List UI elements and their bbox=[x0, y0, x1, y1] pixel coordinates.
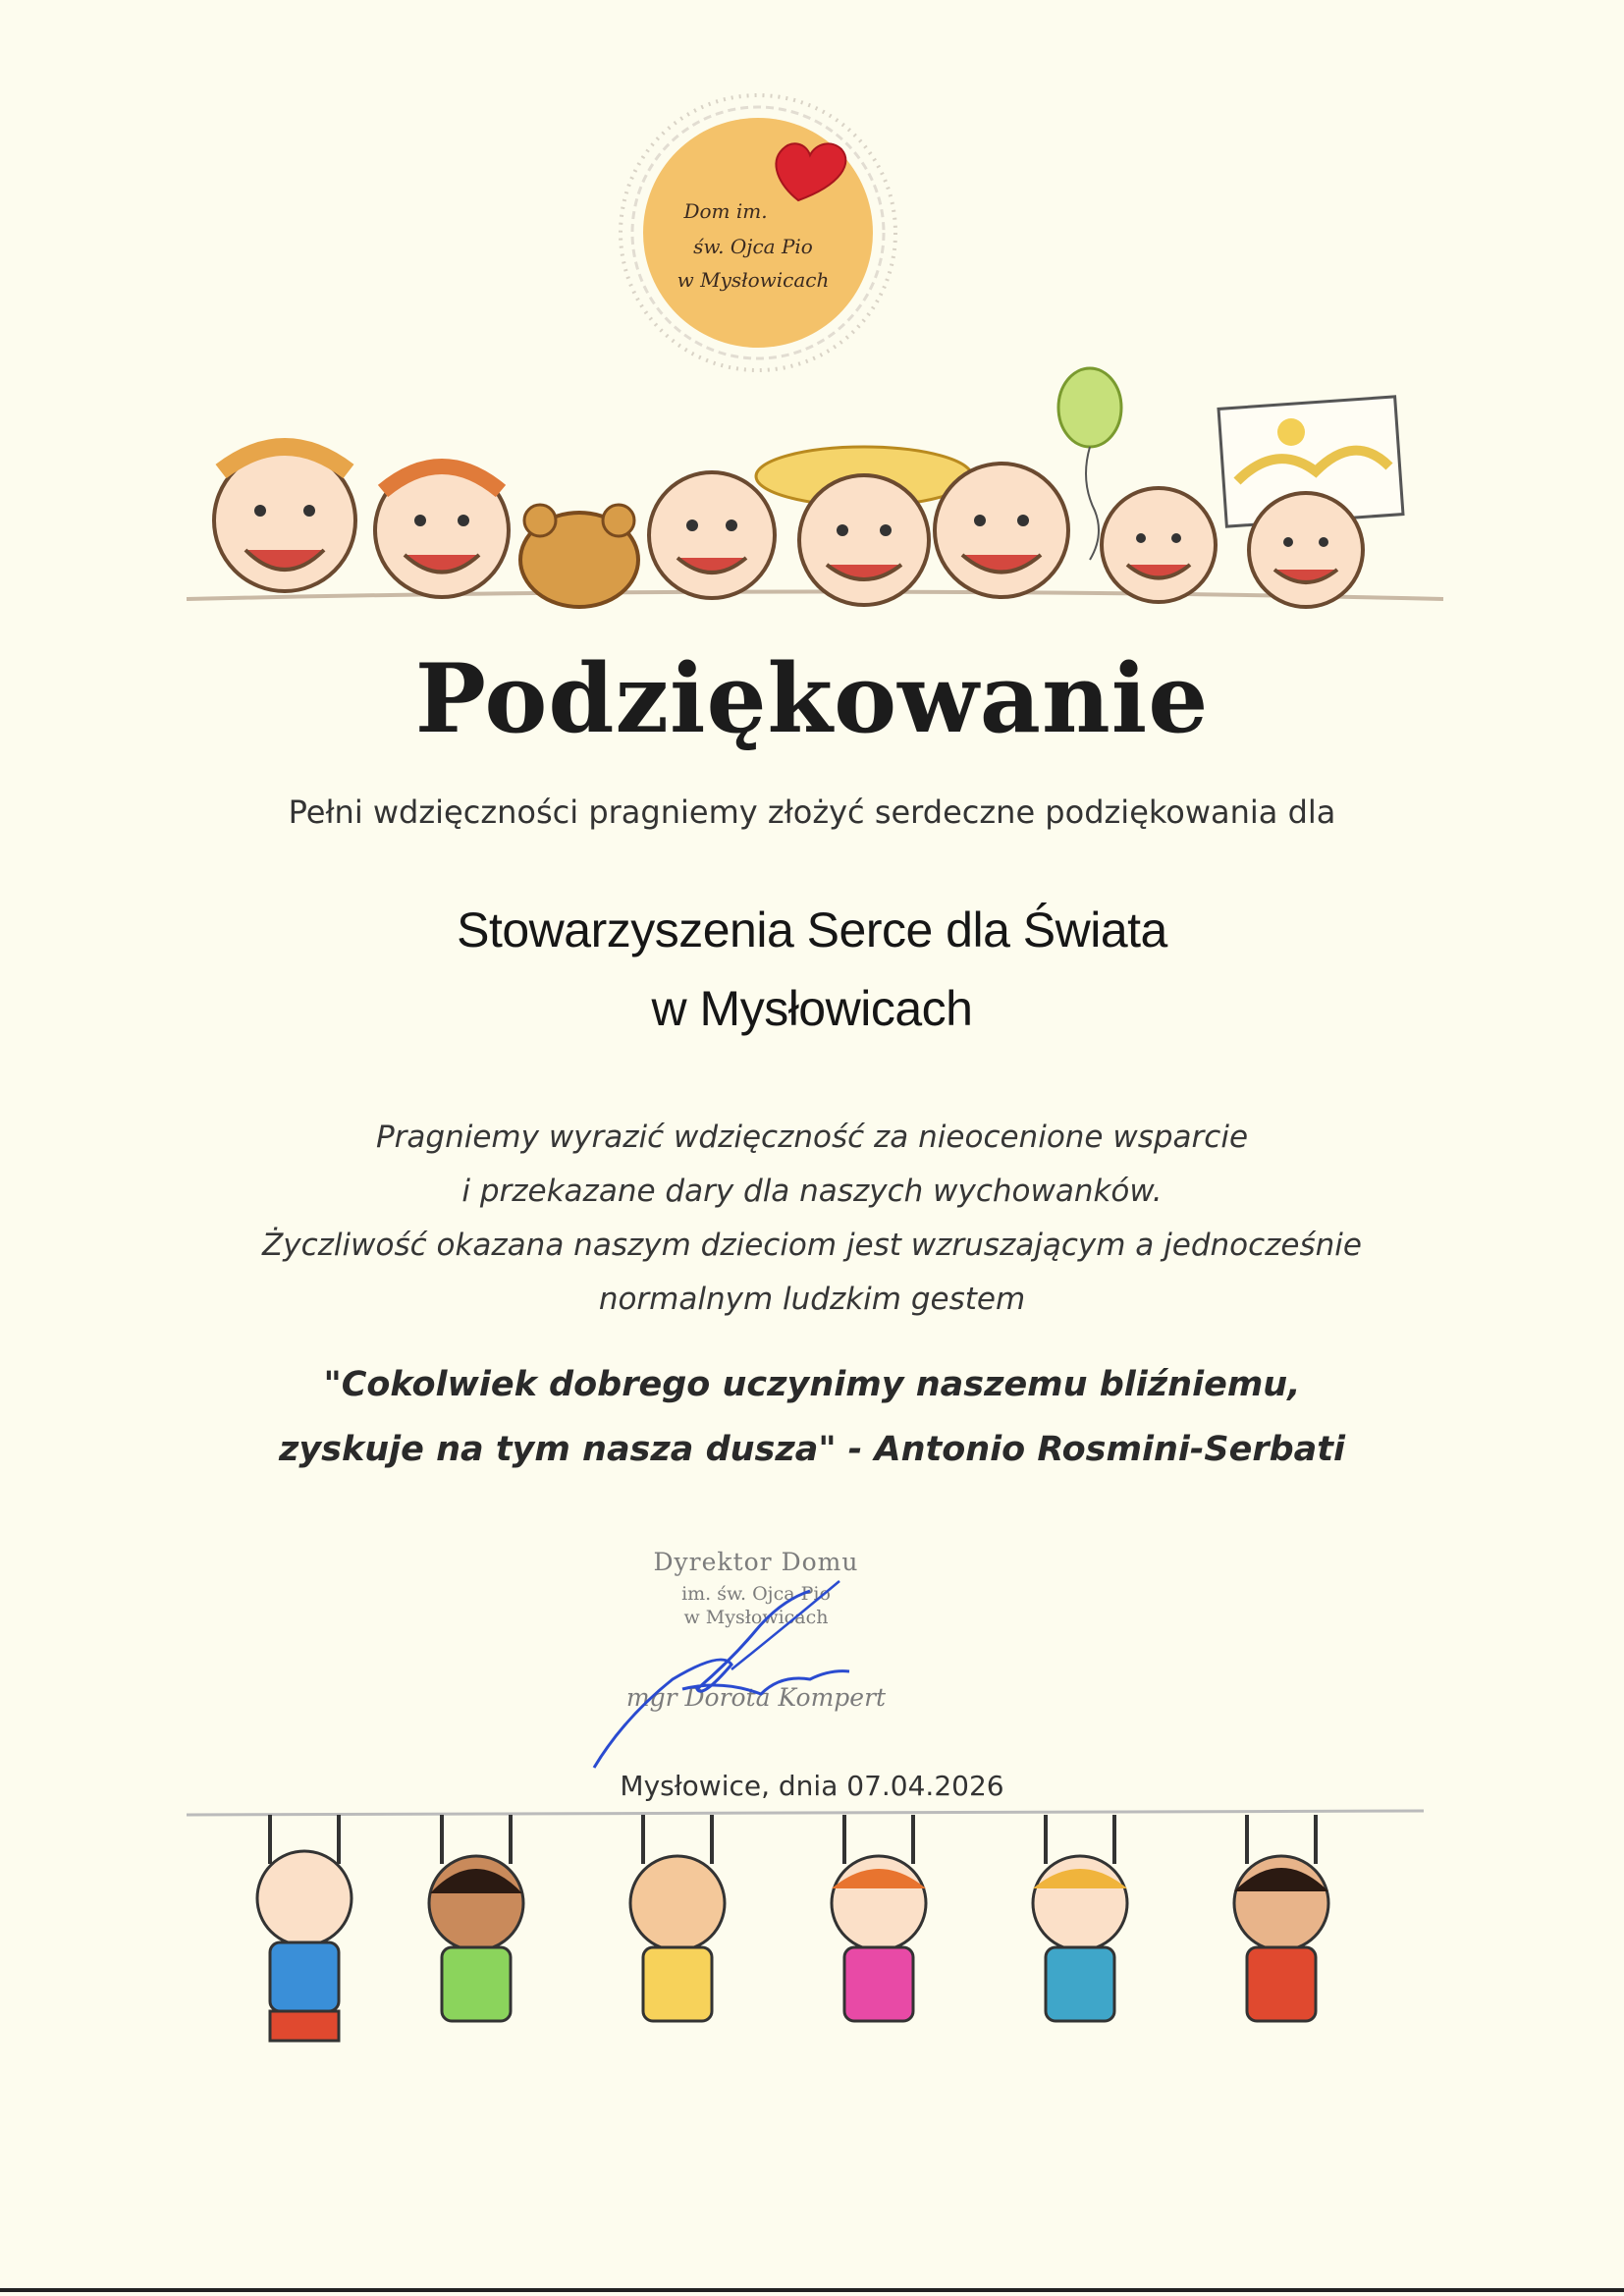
place-and-date: Mysłowice, dnia 07.04.2026 bbox=[620, 1770, 1004, 1802]
child-face-2 bbox=[375, 464, 509, 597]
message-line: i przekazane dary dla naszych wychowanków. bbox=[461, 1174, 1163, 1209]
child-face-7 bbox=[1249, 493, 1363, 607]
child-face-6 bbox=[1102, 488, 1216, 602]
recipient-name-line1: Stowarzyszenia Serce dla Świata bbox=[457, 902, 1167, 957]
logo-text-line3: w Mysłowicach bbox=[677, 268, 830, 292]
quote-line2: zyskuje na tym nasza dusza" - Antonio Rosmini-Serbati bbox=[278, 1430, 1346, 1469]
message-line: Życzliwość okazana naszym dzieciom jest wzruszającym a jednocześnie bbox=[262, 1228, 1362, 1263]
child-face-5 bbox=[935, 464, 1068, 597]
child-face-3 bbox=[649, 472, 775, 598]
children-top-illustration bbox=[177, 363, 1453, 619]
hanging-child-1 bbox=[257, 1815, 352, 2041]
hanging-child-2 bbox=[429, 1815, 523, 2021]
stamp-director-name: mgr Dorota Kompert bbox=[625, 1683, 887, 1712]
recipient-name-line2: w Mysłowicach bbox=[651, 981, 973, 1036]
logo-text-line1: Dom im. bbox=[683, 199, 768, 223]
hanging-child-4 bbox=[832, 1815, 926, 2021]
quote-line1: "Cokolwiek dobrego uczynimy naszemu bliźniemu, bbox=[323, 1365, 1301, 1404]
hanging-child-6 bbox=[1234, 1815, 1328, 2021]
handwritten-signature bbox=[584, 1571, 918, 1777]
stamp-line2: im. św. Ojca Pio bbox=[681, 1583, 831, 1605]
children-bottom-illustration bbox=[177, 1795, 1453, 2090]
hanging-child-3 bbox=[630, 1815, 725, 2021]
hanging-child-5 bbox=[1033, 1815, 1127, 2021]
teddy-bear-icon bbox=[520, 505, 638, 607]
bottom-edge-line bbox=[0, 2288, 1624, 2292]
certificate-title: Podziękowanie bbox=[414, 643, 1210, 754]
stamp-title: Dyrektor Domu bbox=[653, 1548, 859, 1576]
message-line: Pragniemy wyrazić wdzięczność za nieocenione wsparcie bbox=[375, 1120, 1249, 1155]
organization-logo bbox=[616, 90, 900, 375]
child-face-1 bbox=[214, 447, 355, 591]
intro-text: Pełni wdzięczności pragniemy złożyć serdeczne podziękowania dla bbox=[288, 793, 1336, 831]
stamp-line3: w Mysłowicach bbox=[683, 1607, 829, 1628]
message-line: normalnym ludzkim gestem bbox=[598, 1282, 1026, 1317]
logo-text-line2: św. Ojca Pio bbox=[693, 235, 813, 258]
